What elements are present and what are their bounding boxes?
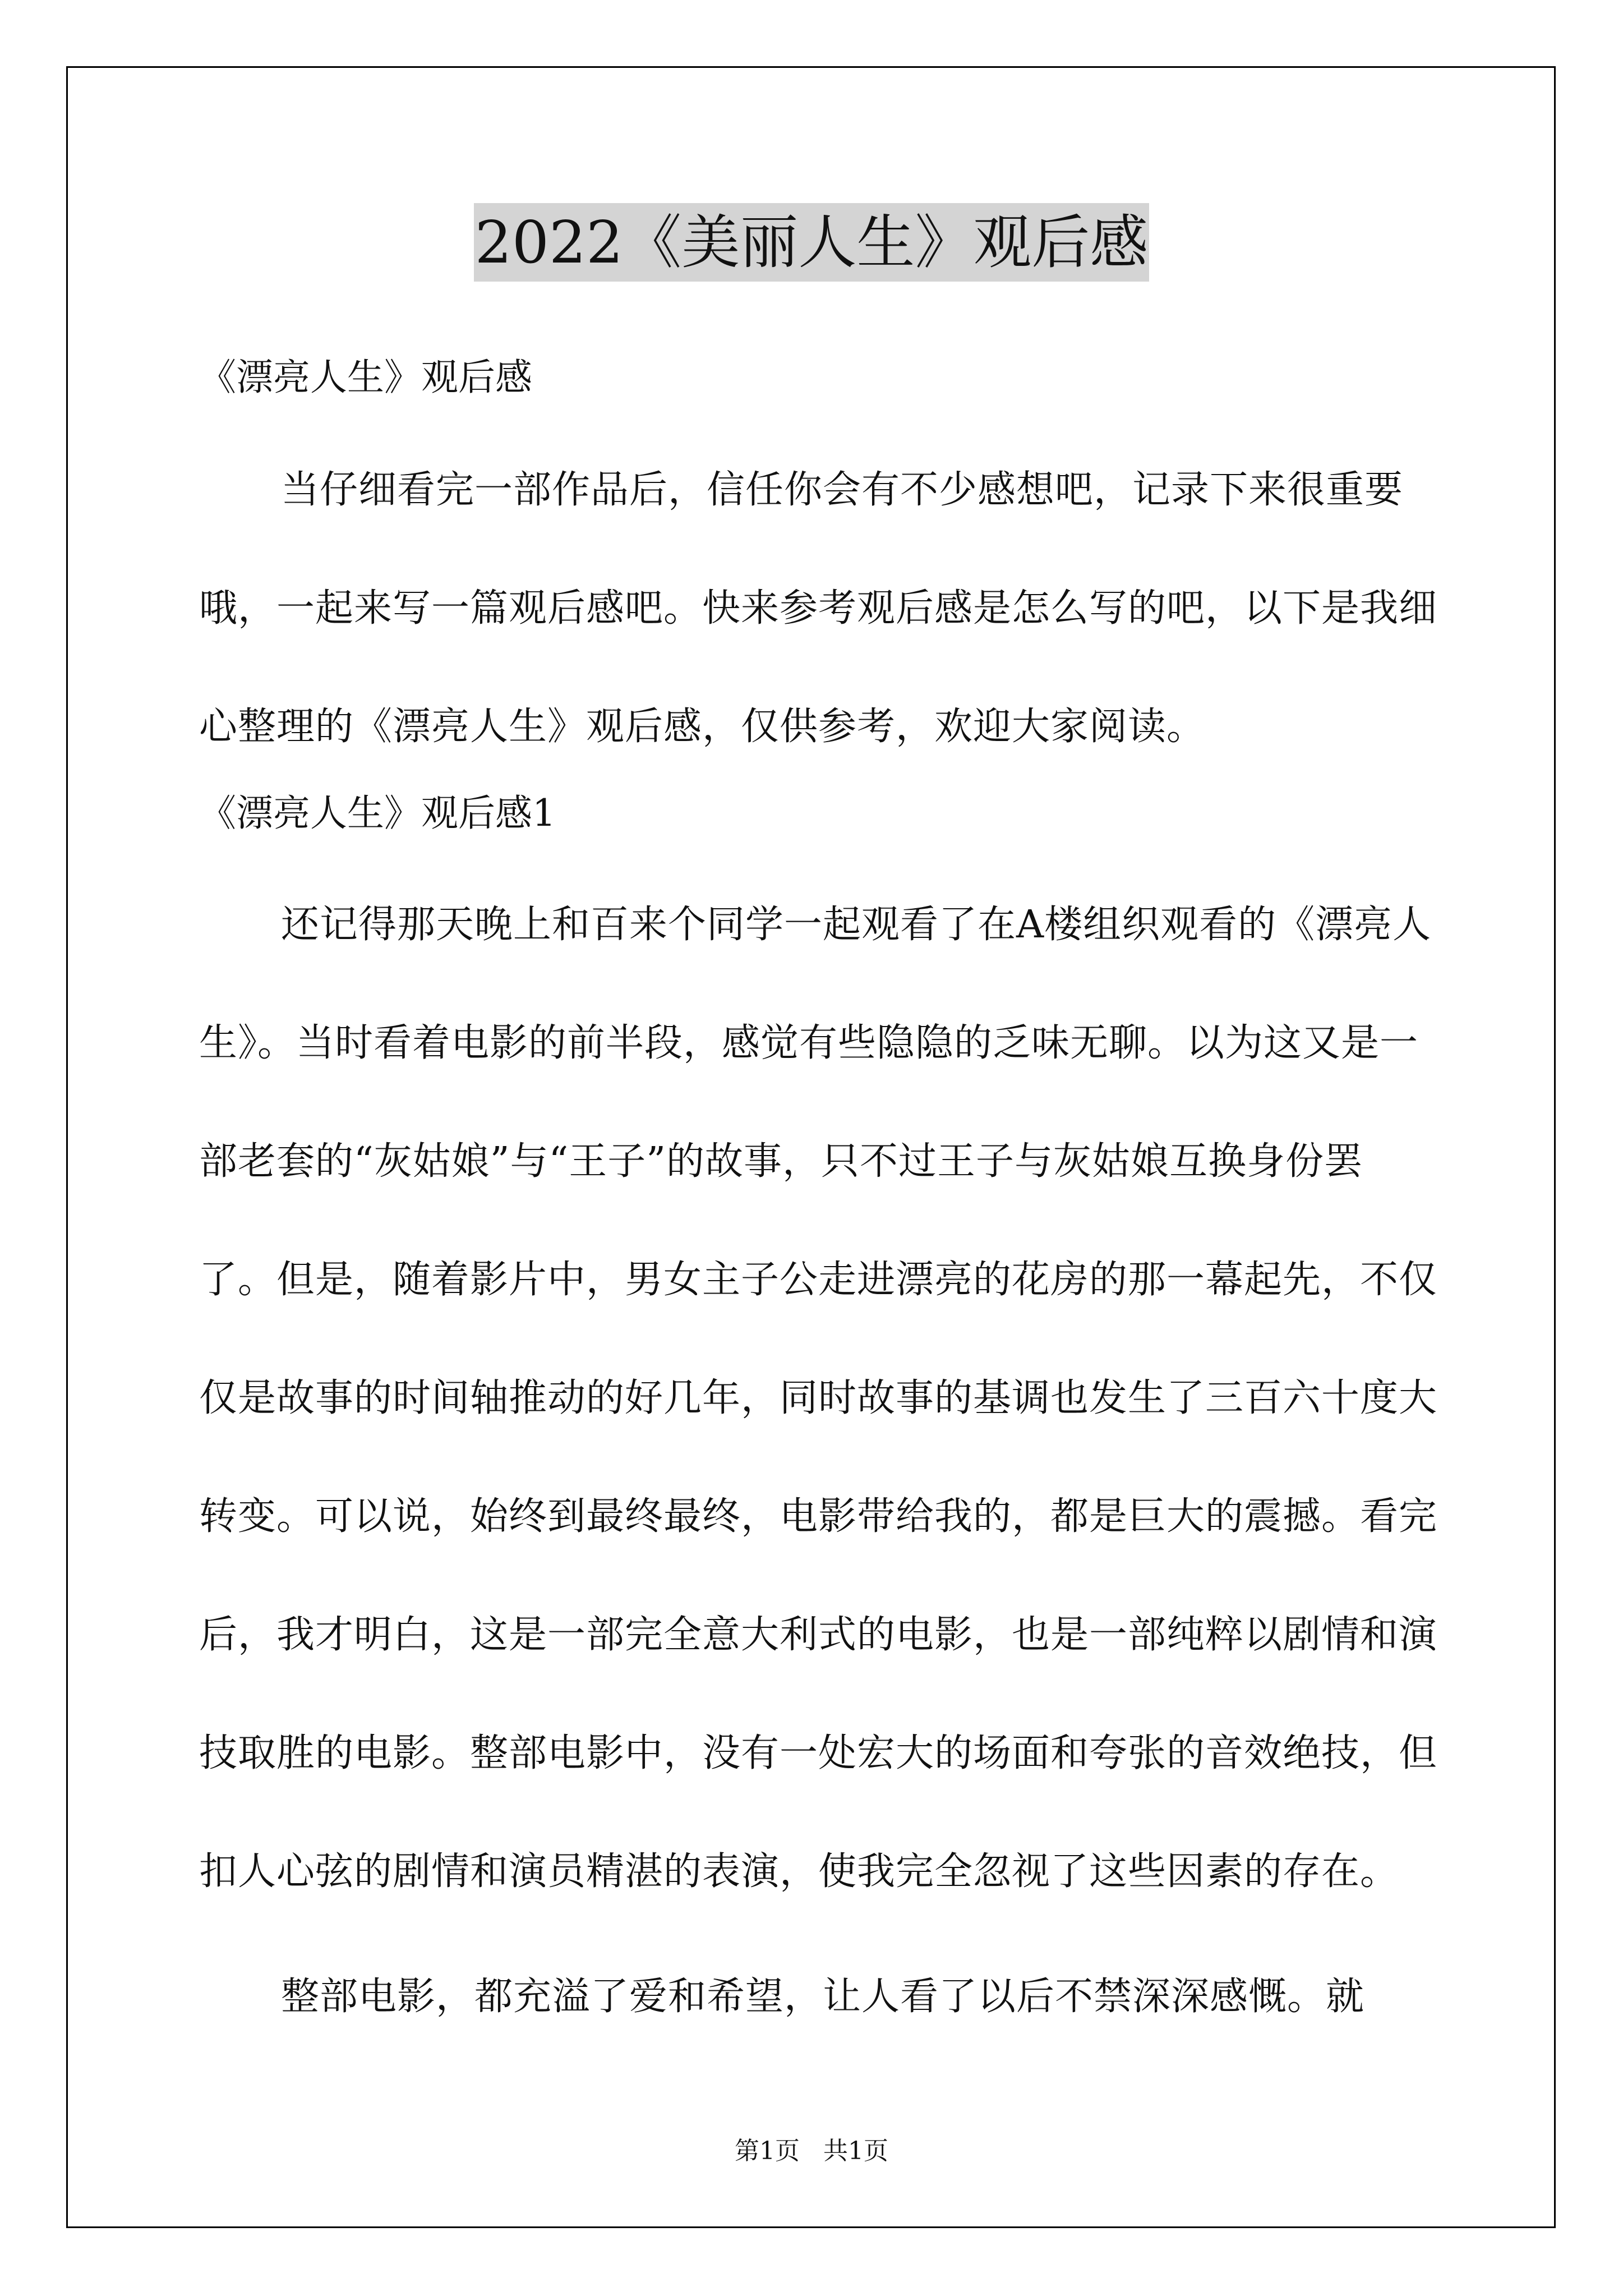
body-paragraph-2: 整部电影，都充溢了爱和希望，让人看了以后不禁深深感慨。就	[281, 1975, 1365, 2019]
subheading-part-1: 《漂亮人生》观后感1	[199, 792, 556, 835]
page-number: 第1页	[735, 2137, 800, 2165]
title-container	[0, 203, 1623, 282]
page-total: 共1页	[823, 2137, 888, 2165]
document-title: 2022《美丽人生》观后感	[474, 203, 1150, 282]
intro-paragraph: 当仔细看完一部作品后，信任你会有不少感想吧，记录下来很重要哦，一起来写一篇观后感吧。快来参考观后感是怎么写的吧，以下是我细心整理的《漂亮人生》观后感，仅供参考，欢迎大家阅读。	[199, 468, 1438, 749]
page-footer	[0, 2134, 1623, 2168]
body-paragraph-1: 还记得那天晚上和百来个同学一起观看了在A楼组织观看的《漂亮人生》。当时看着电影的前半段，感觉有些隐隐的乏味无聊。以为这又是一部老套的“灰姑娘”与“王子”的故事，只不过王子与灰姑娘互换身份罢了。但是，随着影片中，男女主子公走进漂亮的花房的那一幕起先，不仅仅是故事的时间轴推动的好几年，同时故事的基调也发生了三百六十度大转变。可以说，始终到最终最终，电影带给我的，都是巨大的震撼。看完后，我才明白，这是一部完全意大利式的电影，也是一部纯粹以剧情和演技取胜的电影。整部电影中，没有一处宏大的场面和夸张的音效绝技，但扣人心弦的剧情和演员精湛的表演，使我完全忽视了这些因素的存在。	[199, 903, 1438, 1894]
subheading-main: 《漂亮人生》观后感	[199, 356, 532, 399]
